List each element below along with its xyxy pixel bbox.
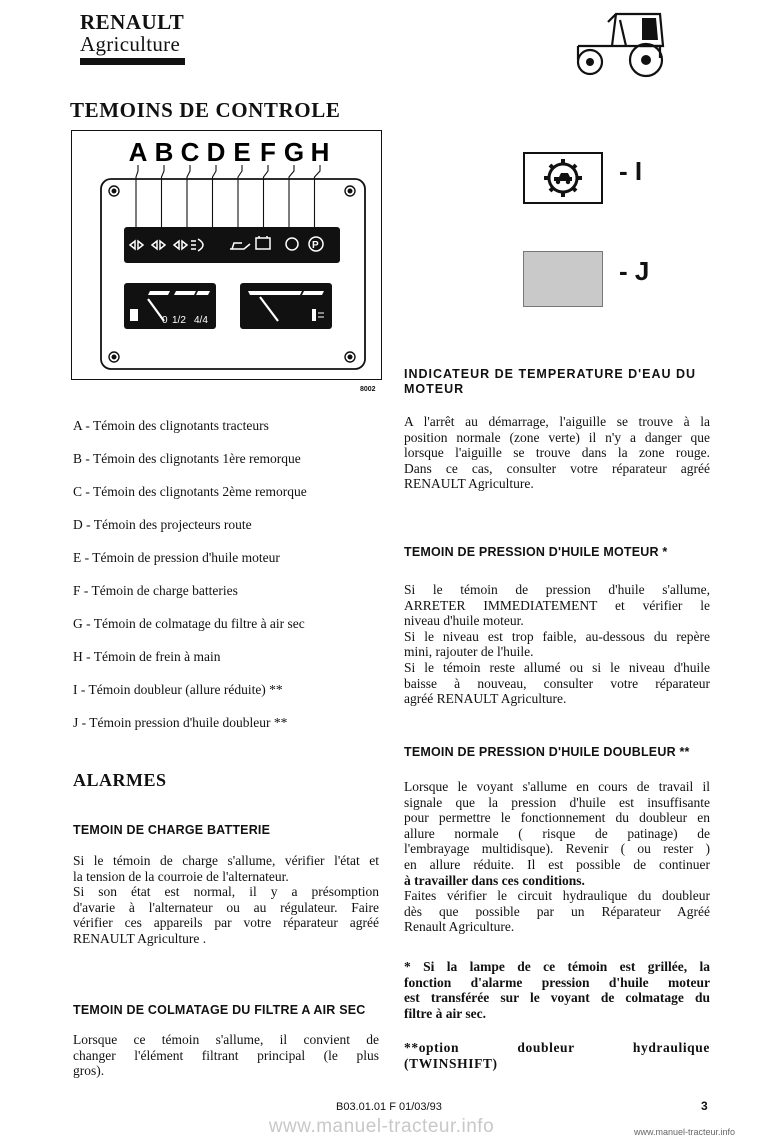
panel-letter-h: H bbox=[310, 137, 330, 167]
leader-line-d bbox=[213, 165, 217, 229]
temp-line: lorsque l'aiguille se trouve dans la zone rouge. bbox=[404, 445, 710, 461]
option-line: **option doubleur hydraulique bbox=[404, 1040, 710, 1055]
doubleur-line: Renault Agriculture. bbox=[404, 919, 515, 935]
leader-line-b bbox=[162, 165, 165, 229]
panel-letter-c: C bbox=[180, 137, 200, 167]
option-paragraph bbox=[404, 1040, 710, 1071]
watermark: www.manuel-tracteur.info bbox=[268, 1116, 495, 1137]
filtre-heading: TEMOIN DE COLMATAGE DU FILTRE A AIR SEC bbox=[73, 1003, 366, 1017]
brand-name: RENAULT bbox=[80, 10, 185, 34]
batterie-line: la tension de la courroie de l'alternateur. bbox=[73, 868, 289, 884]
temp-line: RENAULT Agriculture. bbox=[404, 476, 534, 492]
indicator-i-box bbox=[523, 152, 603, 204]
filtre-line: Lorsque ce témoin s'allume, il convient de bbox=[73, 1032, 379, 1047]
doubleur-line: à travailler dans ces conditions. bbox=[404, 872, 585, 888]
batterie-line: vérifier ces appareils par votre réparateur agréé bbox=[73, 915, 379, 931]
fuel-gauge-label-full: 4/4 bbox=[194, 315, 208, 326]
page-number: 3 bbox=[701, 1099, 708, 1113]
huile-line: Si le témoin de pression d'huile s'allume, bbox=[404, 582, 710, 597]
doubleur-line: signale que la pression d'huile est insuffisante bbox=[404, 794, 710, 810]
huile-line: Si le témoin reste allumé ou si le niveau d'huile bbox=[404, 659, 710, 675]
panel-letters bbox=[129, 137, 330, 167]
legend-item-j: J - Témoin pression d'huile doubleur ** bbox=[73, 715, 288, 730]
panel-letter-g: G bbox=[283, 137, 305, 167]
legend-item-b: B - Témoin des clignotants 1ère remorque bbox=[73, 451, 301, 466]
thermometer-icon bbox=[312, 309, 316, 321]
legend-item-f: F - Témoin de charge batteries bbox=[73, 583, 238, 598]
fuel-pump-icon bbox=[130, 309, 138, 321]
temp-line: A l'arrêt au démarrage, l'aiguille se trouve à la bbox=[404, 414, 710, 429]
temperature-gauge bbox=[240, 283, 332, 329]
tractor-icon bbox=[568, 10, 678, 80]
batterie-line: Si son état est normal, il y a présomption bbox=[73, 884, 379, 900]
batterie-line: RENAULT Agriculture . bbox=[73, 930, 207, 946]
legend-item-g: G - Témoin de colmatage du filtre à air sec bbox=[73, 616, 305, 631]
huile-line: niveau d'huile moteur. bbox=[404, 613, 524, 629]
filtre-line: gros). bbox=[73, 1063, 105, 1079]
batterie-paragraph bbox=[73, 853, 379, 947]
huile-line: Si le niveau est trop faible, au-dessous du repère bbox=[404, 628, 710, 644]
huile-line: mini, rajouter de l'huile. bbox=[404, 644, 534, 660]
leader-line-g bbox=[289, 165, 294, 229]
panel-letter-f: F bbox=[260, 137, 276, 167]
section-title: TEMOINS DE CONTROLE bbox=[70, 98, 341, 122]
legend-item-c: C - Témoin des clignotants 2ème remorque bbox=[73, 484, 307, 499]
legend-item-h: H - Témoin de frein à main bbox=[73, 649, 221, 664]
svg-text:P: P bbox=[312, 240, 319, 251]
temp-paragraph bbox=[404, 414, 710, 492]
huile-line: baisse à nouveau, consulter votre réparateur bbox=[404, 675, 710, 691]
legend-item-a: A - Témoin des clignotants tracteurs bbox=[73, 418, 269, 433]
panel-letter-d: D bbox=[206, 137, 226, 167]
doubleur-line: dès que possible par un Réparateur Agréé bbox=[404, 903, 710, 919]
leader-line-f bbox=[264, 165, 269, 229]
note-line: * Si la lampe de ce témoin est grillée, la bbox=[404, 959, 710, 974]
temp-heading-line1: INDICATEUR DE TEMPERATURE D'EAU DU bbox=[404, 367, 697, 381]
indicator-j-box bbox=[523, 251, 603, 307]
watermark-small: www.manuel-tracteur.info bbox=[634, 1127, 736, 1137]
panel-letter-b: B bbox=[154, 137, 174, 167]
doubleur-line: pour permettre le fonctionnement du doubleur en bbox=[404, 810, 710, 826]
note-line: filtre à air sec. bbox=[404, 1005, 486, 1021]
temp-line: Dans ce cas, consulter votre réparateur agréé bbox=[404, 460, 710, 476]
filtre-paragraph bbox=[73, 1032, 379, 1079]
huile-line: agréé RENAULT Agriculture. bbox=[404, 691, 567, 707]
note-line: fonction d'alarme pression d'huile moteur bbox=[404, 974, 710, 990]
doubleur-line: Faites vérifier le circuit hydraulique du doubleur bbox=[404, 888, 710, 904]
screw-icons bbox=[109, 186, 355, 362]
doubleur-heading: TEMOIN DE PRESSION D'HUILE DOUBLEUR ** bbox=[404, 745, 690, 759]
doubleur-line: l'embrayage multidisque). Revenir ( ou rester ) bbox=[404, 841, 710, 857]
indicator-i-label: - I bbox=[619, 156, 643, 186]
figure-code: 8002 bbox=[360, 386, 376, 393]
doubleur-line: allure normale ( risque de patinage) de bbox=[404, 825, 710, 841]
doubleur-line: Lorsque le voyant s'allume en cours de travail il bbox=[404, 779, 710, 794]
gear-vehicle-icon bbox=[525, 154, 601, 202]
panel-letter-a: A bbox=[128, 137, 148, 167]
option-line: (TWINSHIFT) bbox=[404, 1055, 498, 1071]
leader-line-e bbox=[238, 165, 242, 229]
leader-line-a bbox=[136, 165, 138, 229]
note-paragraph bbox=[404, 959, 710, 1021]
legend-item-i: I - Témoin doubleur (allure réduite) ** bbox=[73, 682, 283, 697]
huile-line: ARRETER IMMEDIATEMENT et vérifier le bbox=[404, 597, 710, 613]
fuel-gauge-label-0: 0 bbox=[162, 315, 168, 326]
temp-line: position normale (zone verte) il n'y a danger que bbox=[404, 429, 710, 445]
doubleur-paragraph bbox=[404, 779, 710, 935]
batterie-heading: TEMOIN DE CHARGE BATTERIE bbox=[73, 823, 271, 837]
indicator-j-label: - J bbox=[619, 256, 650, 286]
brand-underline-bar bbox=[80, 58, 185, 65]
note-line: est transférée sur le voyant de colmatage du bbox=[404, 990, 710, 1006]
filtre-line: changer l'élément filtrant principal (le plus bbox=[73, 1047, 379, 1063]
instrument-panel-figure bbox=[71, 130, 382, 380]
alarmes-title: ALARMES bbox=[73, 770, 167, 790]
legend-item-d: D - Témoin des projecteurs route bbox=[73, 517, 252, 532]
batterie-line: d'avarie à l'alternateur ou au régulateur. Faire bbox=[73, 899, 379, 915]
leader-line-h bbox=[315, 165, 321, 229]
document-code: B03.01.01 F 01/03/93 bbox=[336, 1101, 442, 1113]
huile-paragraph bbox=[404, 582, 710, 707]
batterie-line: Si le témoin de charge s'allume, vérifier l'état et bbox=[73, 853, 379, 868]
doubleur-line: en allure réduite. Il est possible de continuer bbox=[404, 856, 710, 872]
instrument-panel-drawing bbox=[72, 131, 383, 381]
legend-item-e: E - Témoin de pression d'huile moteur bbox=[73, 550, 280, 565]
brand-subtitle: Agriculture bbox=[80, 32, 181, 56]
huile-heading: TEMOIN DE PRESSION D'HUILE MOTEUR * bbox=[404, 545, 668, 559]
leader-line-c bbox=[187, 165, 190, 229]
fuel-gauge-label-half: 1/2 bbox=[172, 315, 186, 326]
temp-heading-line2: MOTEUR bbox=[404, 382, 465, 396]
panel-letter-e: E bbox=[233, 137, 251, 167]
